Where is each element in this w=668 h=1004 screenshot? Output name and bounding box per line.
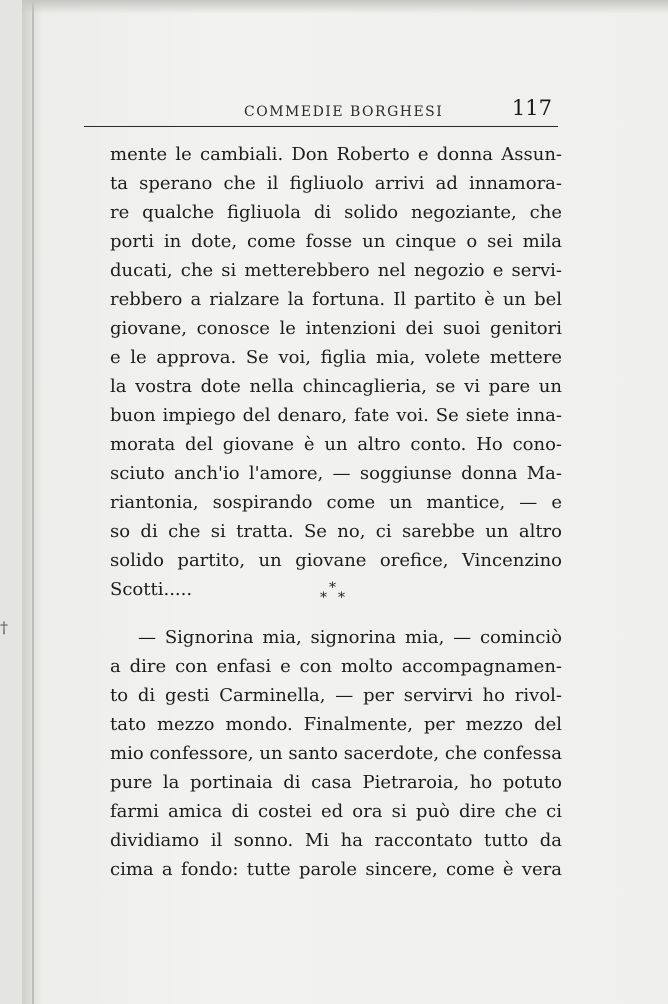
text-line: riantonia, sospirando come un mantice, — e [110, 492, 562, 513]
text-line: morata del giovane è un altro conto. Ho cono- [110, 434, 562, 455]
section-break-asterism [316, 580, 356, 610]
text-line: la vostra dote nella chincaglieria, se vi pare un [110, 376, 562, 397]
page-edge [32, 0, 34, 1004]
text-line: a dire con enfasi e con molto accompagnamen- [110, 656, 562, 677]
asterism-star: * [329, 580, 336, 596]
text-line: ta sperano che il figliuolo arrivi ad innamora- [110, 173, 562, 194]
text-line: to di gesti Carminella, — per servirvi ho rivol- [110, 685, 562, 706]
text-line: rebbero a rialzare la fortuna. Il partito è un bel [110, 289, 562, 310]
asterism-star: * [320, 590, 327, 606]
text-line: dividiamo il sonno. Mi ha raccontato tutto da [110, 830, 562, 851]
text-line: sciuto anch'io l'amore, — soggiunse donna Ma- [110, 463, 562, 484]
text-line: e le approva. Se voi, figlia mia, volete mettere [110, 347, 562, 368]
text-line: mio confessore, un santo sacerdote, che confessa [110, 743, 562, 764]
text-line: Scotti..... [110, 579, 193, 600]
text-line: — Signorina mia, signorina mia, — cominciò [138, 627, 562, 648]
text-line: solido partito, un giovane orefice, Vincenzino [110, 550, 562, 571]
page-top-shadow [22, 0, 668, 14]
text-line: farmi amica di costei ed ora si può dire che ci [110, 801, 562, 822]
text-line: giovane, conosce le intenzioni dei suoi genitori [110, 318, 562, 339]
text-line: pure la portinaia di casa Pietraroia, ho potuto [110, 772, 562, 793]
text-line: tato mezzo mondo. Finalmente, per mezzo del [110, 714, 562, 735]
text-line: porti in dote, come fosse un cinque o sei mila [110, 231, 562, 252]
text-line: mente le cambiali. Don Roberto e donna Assun- [110, 144, 562, 165]
binding-mark: † [0, 618, 8, 637]
header-rule [84, 126, 558, 127]
text-line: so di che si tratta. Se no, ci sarebbe un altro [110, 521, 562, 542]
text-line: ducati, che si metterebbero nel negozio e servi- [110, 260, 562, 281]
paragraph-1 [110, 140, 562, 604]
text-line: buon impiego del denaro, fate voi. Se siete inna- [110, 405, 562, 426]
text-line: re qualche figliuola di solido negoziante, che [110, 202, 562, 223]
running-head [84, 96, 558, 128]
header-title: COMMEDIE BORGHESI [244, 104, 444, 120]
page-number: 117 [511, 96, 552, 120]
asterism-star: * [338, 590, 345, 606]
text-line: cima a fondo: tutte parole sincere, come è vera [110, 859, 562, 880]
paragraph-2 [110, 623, 562, 884]
